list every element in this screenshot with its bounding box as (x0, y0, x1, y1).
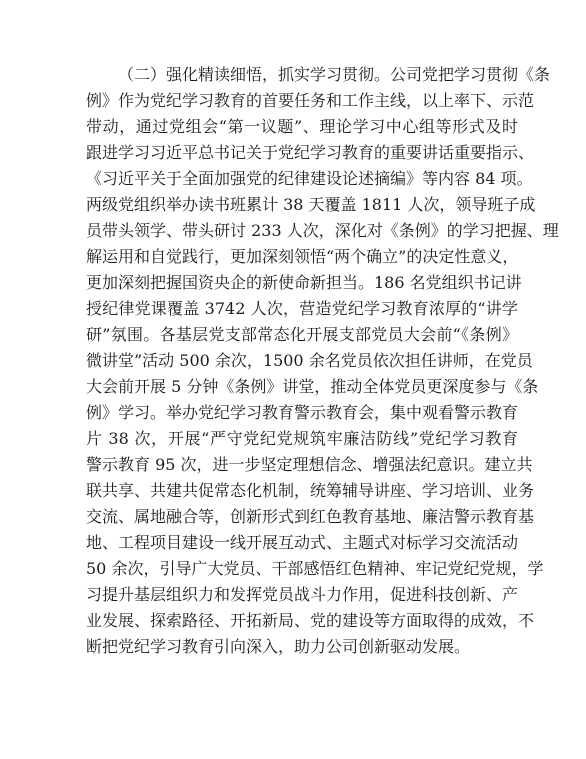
paragraph-line-23: 断把党纪学习教育引向深入，助力公司创新驱动发展。 (86, 637, 471, 656)
paragraph-line-4: 跟进学习习近平总书记关于党纪学习教育的重要讲话重要指示、 (86, 143, 535, 162)
paragraph-line-13: 大会前开展 5 分钟《条例》讲堂，推动全体党员更深度参与《条 (86, 377, 539, 396)
paragraph-line-3: 带动，通过党组会“第一议题”、理论学习中心组等形式及时 (86, 117, 518, 136)
paragraph-line-20: 50 余次，引导广大党员、干部感悟红色精神、牢记党纪党规，学 (86, 559, 544, 578)
paragraph-line-21: 习提升基层组织力和发挥党员战斗力作用，促进科技创新、产 (86, 585, 519, 604)
paragraph-line-10: 授纪律党课覆盖 3742 人次，营造党纪学习教育浓厚的“讲学 (86, 299, 518, 318)
paragraph-line-18: 交流、属地融合等，创新形式到红色教育基地、廉洁警示教育基 (86, 507, 535, 526)
paragraph-line-15: 片 38 次，开展“严守党纪党规筑牢廉洁防线”党纪学习教育 (86, 429, 518, 448)
paragraph-line-22: 业发展、探索路径、开拓新局、党的建设等方面取得的成效，不 (86, 611, 535, 630)
paragraph-line-12: 微讲堂”活动 500 余次，1500 余名党员依次担任讲师，在党员 (86, 351, 533, 370)
paragraph-line-2: 例》作为党纪学习教育的首要任务和工作主线，以上率下、示范 (86, 91, 535, 110)
paragraph-line-5: 《习近平关于全面加强党的纪律建设论述摘编》等内容 84 项。 (86, 169, 533, 188)
paragraph-line-1: （二）强化精读细悟，抓实学习贯彻。公司党把学习贯彻《条 (118, 65, 551, 84)
paragraph-line-11: 研”氛围。各基层党支部常态化开展支部党员大会前“《条例》 (86, 325, 518, 344)
paragraph-line-14: 例》学习。举办党纪学习教育警示教育会，集中观看警示教育 (86, 403, 519, 422)
paragraph-line-17: 联共享、共建共促常态化机制，统筹辅导讲座、学习培训、业务 (86, 481, 535, 500)
paragraph-line-19: 地、工程项目建设一线开展互动式、主题式对标学习交流活动 (86, 533, 519, 552)
paragraph-line-16: 警示教育 95 次，进一步坚定理想信念、增强法纪意识。建立共 (86, 455, 533, 474)
paragraph-line-9: 更加深刻把握国资央企的新使命新担当。186 名党组织书记讲 (86, 273, 522, 292)
paragraph-line-8: 解运用和自觉践行，更加深刻领悟“两个确立”的决定性意义， (86, 247, 519, 266)
body-paragraph (86, 62, 559, 660)
paragraph-line-7: 员带头领学、带头研讨 233 人次，深化对《条例》的学习把握、理 (86, 221, 559, 240)
paragraph-line-6: 两级党组织举办读书班累计 38 天覆盖 1811 人次，领导班子成 (86, 195, 536, 214)
